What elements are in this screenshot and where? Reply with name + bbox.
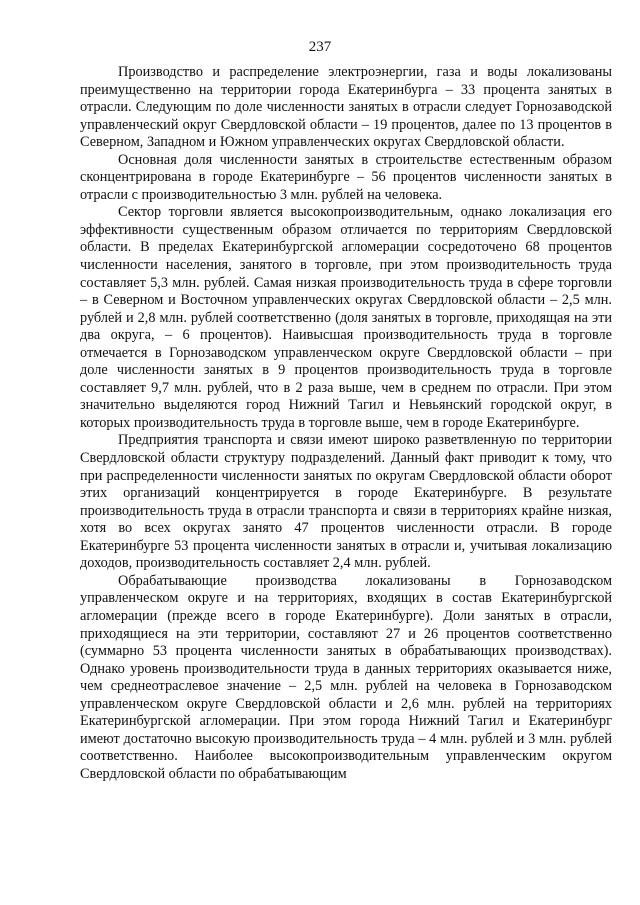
paragraph-manufacturing: Обрабатывающие производства локализованы в Горнозаводском управленческом округе и на территориях, входящих в состав Екатеринбургской агломерации (прежде всего в городе Екатеринбурге). Доли занятых в отрасли, приходящиеся на эти территории, составляют 27 и 26 процентов соответственно (суммарно 53 процента численности занятых в обрабатывающих производствах). Однако уровень производительности труда в данных территориях оказывается ниже, чем среднеотраслевое значение – 2,5 млн. рублей на человека в Горнозаводском управленческом округе Свердловской области и 2,6 млн. рублей на территориях Екатеринбургской агломерации. При этом города Нижний Тагил и Екатеринбург имеют достаточно высокую производительность труда – 4 млн. рублей и 3 млн. рублей соответственно. Наиболее высокопроизводительным управленческим округом Свердловской области по обрабатывающим bbox=[80, 572, 612, 782]
page-number: 237 bbox=[308, 39, 332, 55]
paragraph-transport: Предприятия транспорта и связи имеют широко разветвленную по территории Свердловской области структуру подразделений. Данный факт приводит к тому, что при распределенности численности занятых по округам Свердловской области оборот этих организаций концентрируется в городе Екатеринбурге. В результате производительность труда в отрасли транспорта и связи в территориях крайне низкая, хотя во всех округах занято 47 процентов численности отрасли. В городе Екатеринбурге 53 процента численности занятых в отрасли и, учитывая локализацию доходов, производительность составляет 2,4 млн. рублей. bbox=[80, 432, 612, 572]
paragraph-construction: Основная доля численности занятых в строительстве естественным образом сконцентрирована в городе Екатеринбурге – 56 процентов численности занятых в отрасли с производительностью 3 млн. рублей на человека. bbox=[80, 151, 612, 203]
paragraph-trade: Сектор торговли является высокопроизводительным, однако локализация его эффективности существенным образом отличается по территориям Свердловской области. В пределах Екатеринбургской агломерации сосредоточено 68 процентов численности населения, занятого в торговле, при этом производительность труда составляет 5,3 млн. рублей. Самая низкая производительность труда в сфере торговли – в Северном и Восточном управленческих округах Свердловской области – 2,5 млн. рублей и 2,8 млн. рублей соответственно (доля занятых в торговле, приходящая на эти два округа, – 6 процентов). Наивысшая производительность труда в торговле отмечается в Горнозаводском управленческом округе Свердловской области – при доле численности занятых в 9 процентов производительность труда в торговле составляет 9,7 млн. рублей, что в 2 раза выше, чем в среднем по отрасли. При этом значительно выделяются город Нижний Тагил и Невьянский городской округ, в которых производительность труда в торговле выше, чем в городе Екатеринбурге. bbox=[80, 204, 612, 431]
body-text bbox=[80, 64, 612, 783]
paragraph-electricity: Производство и распределение электроэнергии, газа и воды локализованы преимущественно на территории города Екатеринбурга – 33 процента занятых в отрасли. Следующим по доле численности занятых в отрасли следует Горнозаводской управленческий округ Свердловской области – 19 процентов, далее по 13 процентов в Северном, Западном и Южном управленческих округах Свердловской области. bbox=[80, 64, 612, 151]
